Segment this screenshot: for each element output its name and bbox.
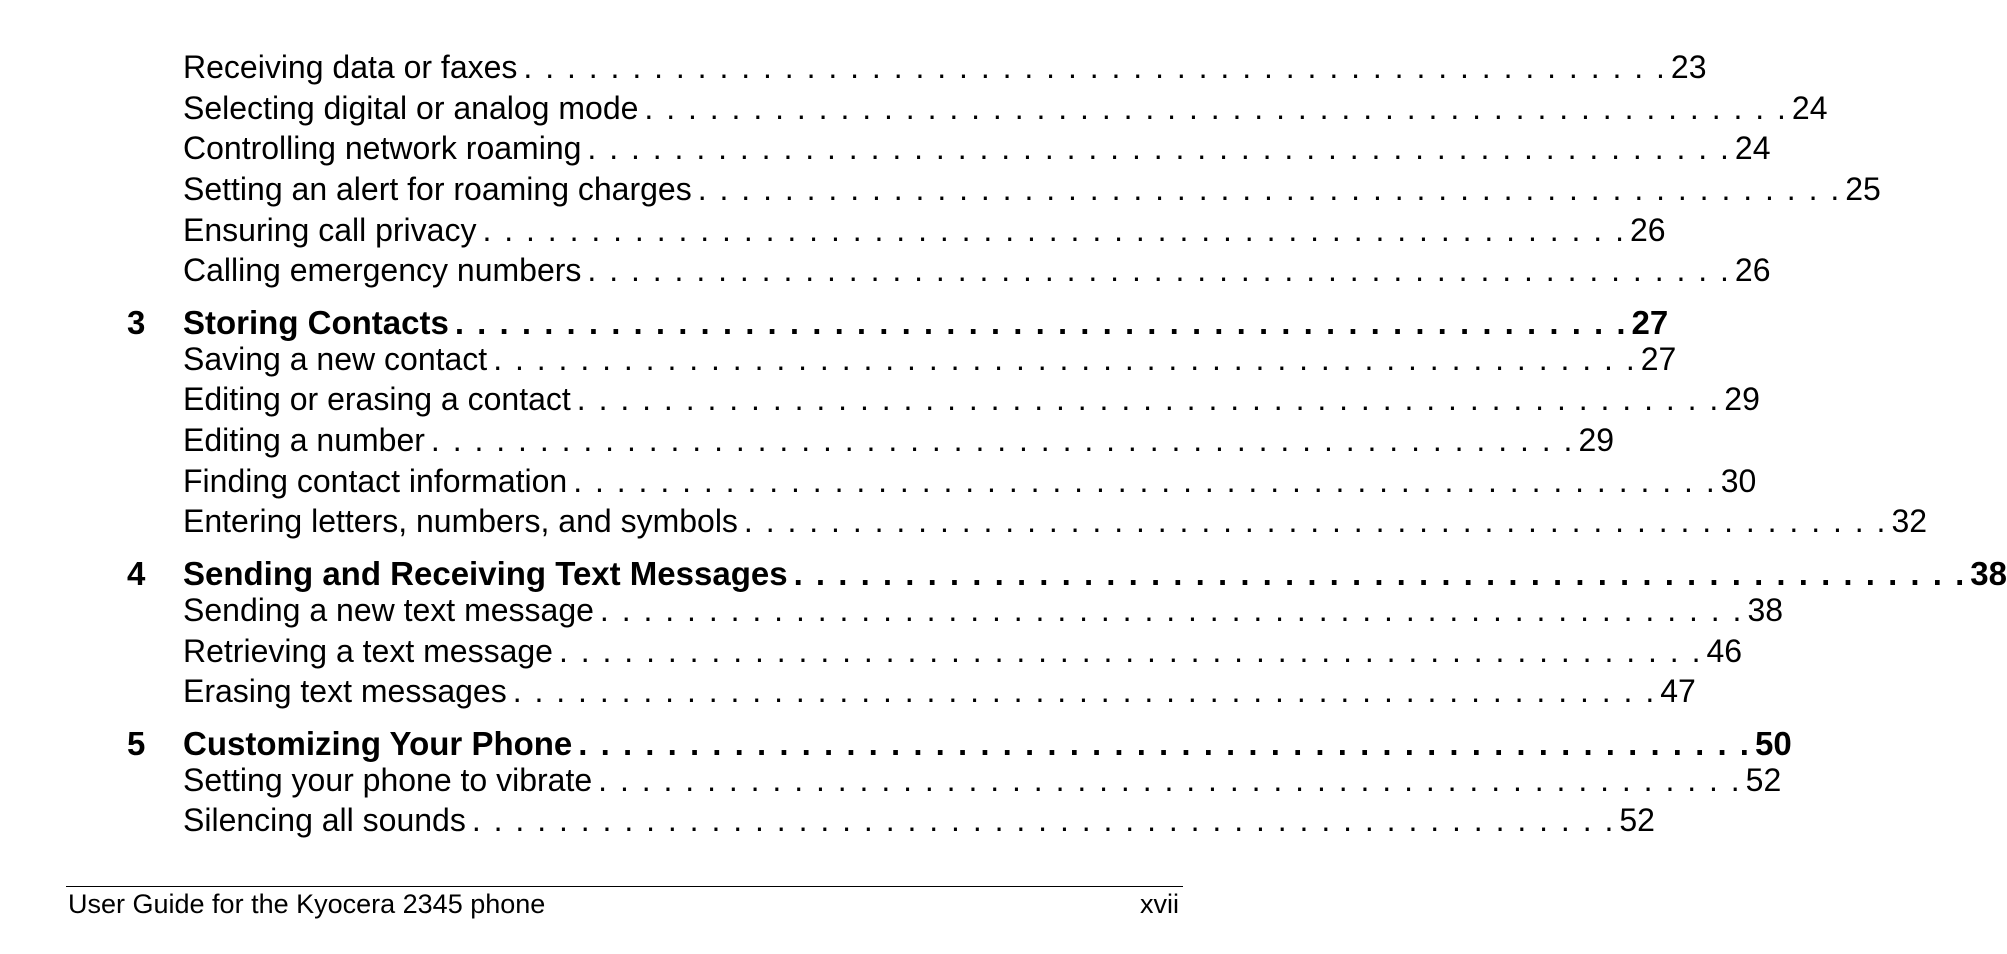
toc-entry-page: 24: [1734, 130, 1771, 166]
toc-dot-leader: . . . . . . . . . . . . . . . . . . . . . . . . . . . . . . . . . . . . . . . . . . . . . . . . . . . . .: [471, 802, 1616, 838]
toc-entry-title: Controlling network roaming: [183, 130, 582, 166]
toc-dot-leader: . . . . . . . . . . . . . . . . . . . . . . . . . . . . . . . . . . . . . . . . . . . . . . . . . . . . .: [599, 592, 1744, 628]
toc-entry-page: 52: [1619, 802, 1655, 838]
toc-entry-title: Calling emergency numbers: [183, 252, 582, 288]
toc-entry-page: 47: [1660, 673, 1696, 709]
toc-entry-page: 30: [1720, 463, 1757, 499]
toc-dot-leader: . . . . . . . . . . . . . . . . . . . . . . . . . . . . . . . . . . . . . . . . . . . . . . . . . . . . .: [482, 212, 1626, 248]
toc-entry[interactable]: [183, 501, 1928, 541]
toc-dot-leader: . . . . . . . . . . . . . . . . . . . . . . . . . . . . . . . . . . . . . . . . . . . . . . . . . . . . .: [512, 673, 1657, 709]
toc-entry-page: 38: [1747, 592, 1784, 628]
toc-entry[interactable]: [183, 47, 1707, 87]
toc-dot-leader: . . . . . . . . . . . . . . . . . . . . . . . . . . . . . . . . . . . . . . . . . . . . . . . . . . . . .: [573, 463, 1717, 499]
toc-chapter-entry[interactable]: [183, 724, 1792, 764]
footer-page-number: xvii: [1140, 889, 1179, 919]
toc-dot-leader: . . . . . . . . . . . . . . . . . . . . . . . . . . . . . . . . . . . . . . . . . . . . . . . . . . . . .: [587, 130, 1731, 166]
toc-entry-page: 26: [1629, 212, 1666, 248]
toc-chapter-title: Storing Contacts: [183, 304, 449, 341]
toc-dot-leader: . . . . . . . . . . . . . . . . . . . . . . . . . . . . . . . . . . . . . . . . . . . . . . . . . . . . .: [430, 422, 1575, 458]
chapter-number: 4: [127, 555, 146, 592]
toc-entry-page: 25: [1845, 171, 1881, 207]
toc-entry-title: Sending a new text message: [183, 592, 594, 628]
toc-entry[interactable]: [183, 250, 1771, 290]
toc-entry-page: 27: [1640, 341, 1677, 377]
toc-entry-page: 26: [1734, 252, 1771, 288]
toc-chapter-entry[interactable]: [183, 303, 1669, 343]
toc-entry-title: Erasing text messages: [183, 673, 507, 709]
footer-document-title: User Guide for the Kyocera 2345 phone: [68, 889, 546, 919]
toc-dot-leader: . . . . . . . . . . . . . . . . . . . . . . . . . . . . . . . . . . . . . . . . . . . . . . . . . . . . .: [523, 49, 1667, 85]
toc-entry-page: 24: [1791, 90, 1828, 126]
toc-entry[interactable]: [183, 461, 1757, 501]
toc-entry-title: Setting an alert for roaming charges: [183, 171, 692, 207]
toc-entry-page: 29: [1724, 381, 1760, 417]
toc-entry[interactable]: [183, 379, 1760, 419]
toc-entry-title: Editing or erasing a contact: [183, 381, 571, 417]
toc-entry[interactable]: [183, 210, 1666, 250]
toc-entry-title: Finding contact information: [183, 463, 568, 499]
toc-dot-leader: . . . . . . . . . . . . . . . . . . . . . . . . . . . . . . . . . . . . . . . . . . . . . . . . . . . . .: [598, 762, 1742, 798]
toc-entry[interactable]: [183, 631, 1743, 671]
toc-chapter-page: 27: [1631, 304, 1669, 341]
toc-entry-page: 32: [1891, 503, 1928, 539]
chapter-number: 3: [127, 304, 146, 341]
toc-entry-page: 29: [1578, 422, 1615, 458]
toc-entry-title: Selecting digital or analog mode: [183, 90, 639, 126]
toc-dot-leader: . . . . . . . . . . . . . . . . . . . . . . . . . . . . . . . . . . . . . . . . . . . . . . . . . . . . .: [558, 633, 1703, 669]
toc-entry[interactable]: [183, 671, 1696, 711]
toc-chapter-page: 50: [1754, 725, 1792, 762]
toc-chapter-title: Sending and Receiving Text Messages: [183, 555, 788, 592]
toc-dot-leader: . . . . . . . . . . . . . . . . . . . . . . . . . . . . . . . . . . . . . . . . . . . . . . . . . . . . .: [697, 171, 1842, 207]
toc-dot-leader: . . . . . . . . . . . . . . . . . . . . . . . . . . . . . . . . . . . . . . . . . . . . . . . . . . . . .: [793, 555, 1967, 592]
toc-entry[interactable]: [183, 339, 1677, 379]
toc-entry-title: Silencing all sounds: [183, 802, 466, 838]
toc-entry-title: Saving a new contact: [183, 341, 488, 377]
toc-entry[interactable]: [183, 760, 1782, 800]
footer-divider: [66, 886, 1183, 887]
toc-chapter-title: Customizing Your Phone: [183, 725, 573, 762]
toc-dot-leader: . . . . . . . . . . . . . . . . . . . . . . . . . . . . . . . . . . . . . . . . . . . . . . . . . . . . .: [644, 90, 1788, 126]
toc-entry-page: 46: [1706, 633, 1743, 669]
toc-dot-leader: . . . . . . . . . . . . . . . . . . . . . . . . . . . . . . . . . . . . . . . . . . . . . . . . . . . . .: [587, 252, 1731, 288]
toc-chapter-entry[interactable]: [183, 554, 2007, 594]
toc-dot-leader: . . . . . . . . . . . . . . . . . . . . . . . . . . . . . . . . . . . . . . . . . . . . . . . . . . . . .: [454, 304, 1628, 341]
toc-entry-title: Setting your phone to vibrate: [183, 762, 593, 798]
toc-chapter-page: 38: [1970, 555, 2007, 592]
toc-dot-leader: . . . . . . . . . . . . . . . . . . . . . . . . . . . . . . . . . . . . . . . . . . . . . . . . . . . . .: [493, 341, 1637, 377]
chapter-number: 5: [127, 725, 146, 762]
toc-entry[interactable]: [183, 800, 1655, 840]
toc-entry-title: Retrieving a text message: [183, 633, 553, 669]
toc-entry-title: Editing a number: [183, 422, 425, 458]
toc-entry-title: Entering letters, numbers, and symbols: [183, 503, 738, 539]
toc-dot-leader: . . . . . . . . . . . . . . . . . . . . . . . . . . . . . . . . . . . . . . . . . . . . . . . . . . . . .: [578, 725, 1751, 762]
toc-entry[interactable]: [183, 590, 1784, 630]
toc-entry-page: 23: [1670, 49, 1707, 85]
toc-entry[interactable]: [183, 169, 1881, 209]
toc-entry[interactable]: [183, 128, 1771, 168]
toc-entry-page: 52: [1745, 762, 1782, 798]
toc-entry[interactable]: [183, 88, 1828, 128]
toc-entry[interactable]: [183, 420, 1615, 460]
toc-dot-leader: . . . . . . . . . . . . . . . . . . . . . . . . . . . . . . . . . . . . . . . . . . . . . . . . . . . . .: [743, 503, 1888, 539]
toc-entry-title: Ensuring call privacy: [183, 212, 477, 248]
toc-entry-title: Receiving data or faxes: [183, 49, 518, 85]
toc-dot-leader: . . . . . . . . . . . . . . . . . . . . . . . . . . . . . . . . . . . . . . . . . . . . . . . . . . . . .: [576, 381, 1721, 417]
